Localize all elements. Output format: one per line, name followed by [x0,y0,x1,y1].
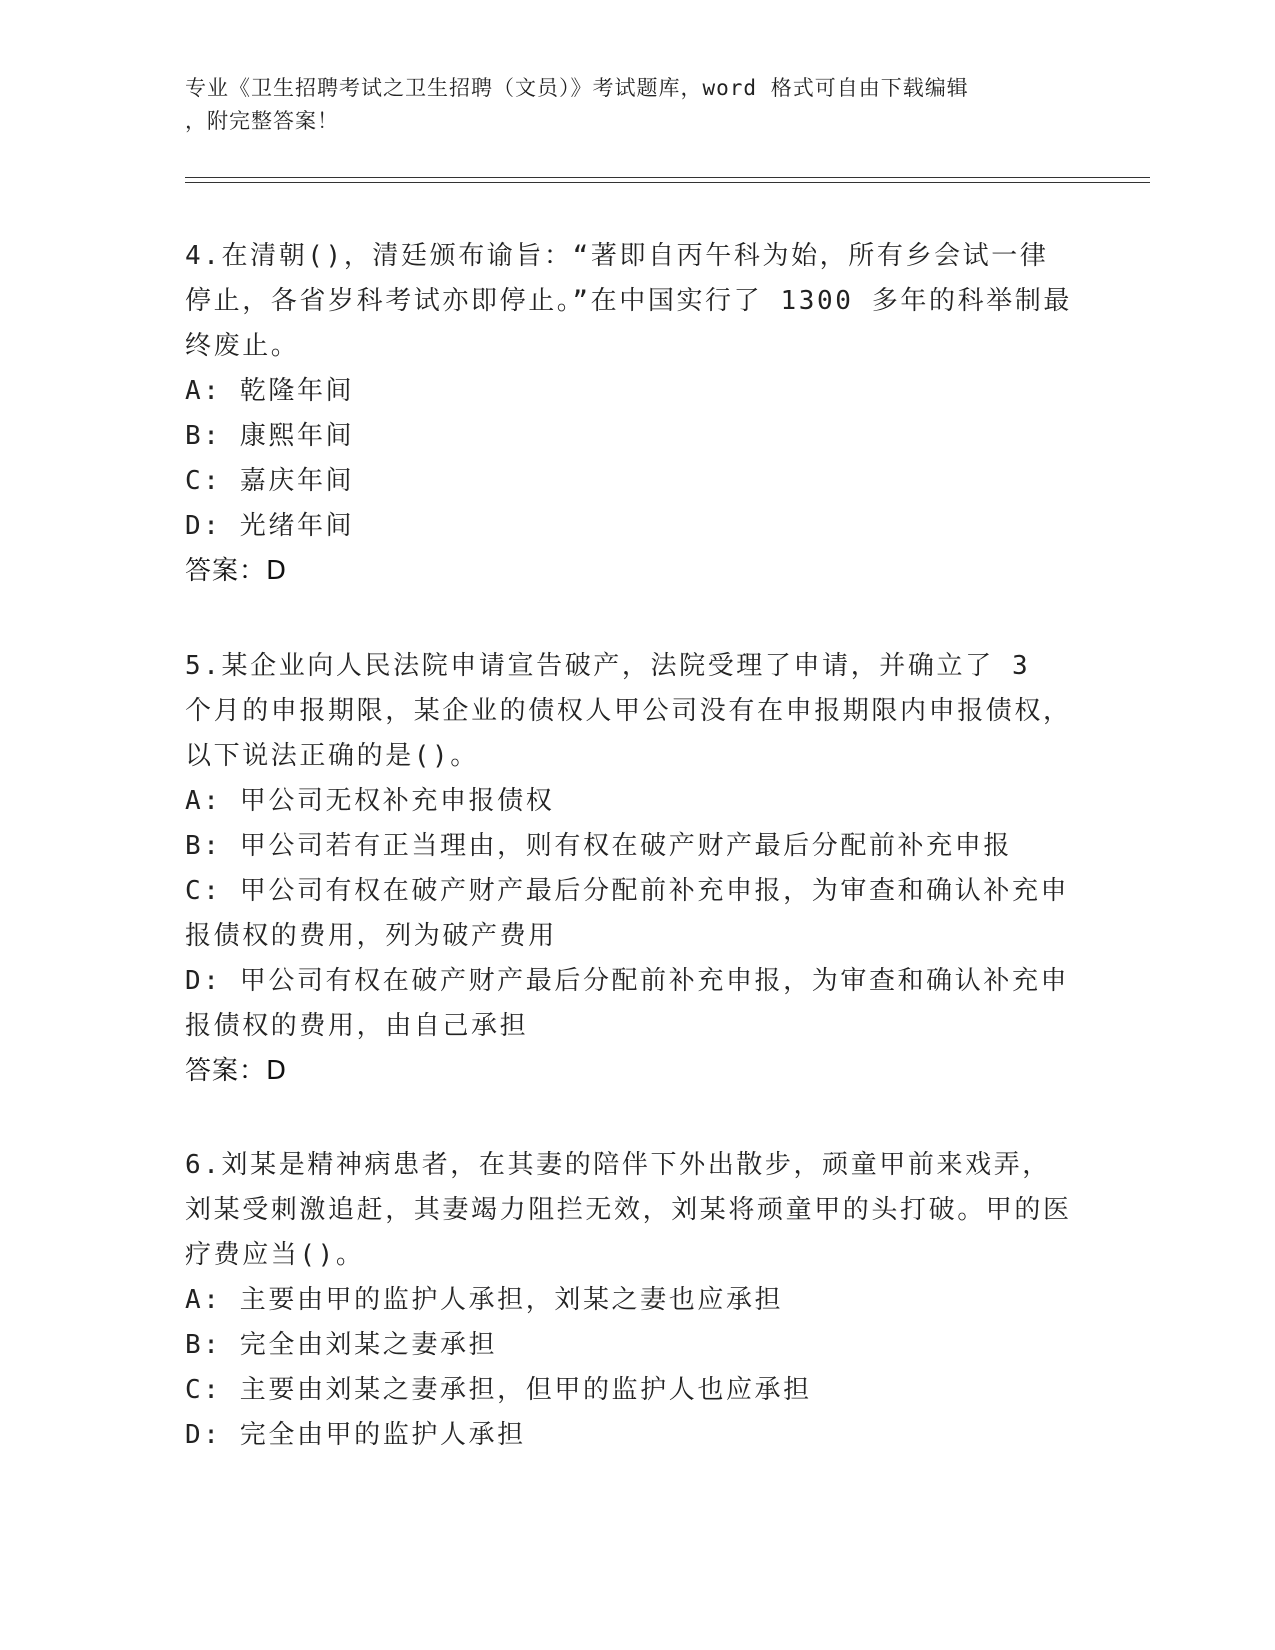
answer-line: 答案：D [185,556,288,586]
option-a: A: 主要由甲的监护人承担，刘某之妻也应承担 [185,1285,784,1315]
question-6 [185,1143,1075,1458]
option-d: D: 完全由甲的监护人承担 [185,1420,526,1450]
option-c: C: 主要由刘某之妻承担，但甲的监护人也应承担 [185,1375,812,1405]
question-4 [185,234,1075,594]
question-stem: 6.刘某是精神病患者，在其妻的陪伴下外出散步，顽童甲前来戏弄，刘某受刺激追赶，其妻竭力阻拦无效，刘某将顽童甲的头打破。甲的医疗费应当()。 [185,1150,1072,1270]
document-header [185,72,1065,138]
question-stem: 4.在清朝()，清廷颁布谕旨：“著即自丙午科为始，所有乡会试一律停止，各省岁科考试亦即停止。”在中国实行了 1300 多年的科举制最终废止。 [185,241,1072,361]
option-d: D: 甲公司有权在破产财产最后分配前补充申报，为审查和确认补充申报债权的费用，由自己承担 [185,966,1070,1041]
header-title-line-2: ，附完整答案！ [185,109,339,133]
header-title-line-1: 专业《卫生招聘考试之卫生招聘（文员）》考试题库，word 格式可自由下载编辑 [185,76,969,100]
option-c: C: 甲公司有权在破产财产最后分配前补充申报，为审查和确认补充申报债权的费用，列为破产费用 [185,876,1070,951]
question-5 [185,644,1075,1094]
option-c: C: 嘉庆年间 [185,466,355,496]
option-a: A: 乾隆年间 [185,376,355,406]
answer-line: 答案：D [185,1056,288,1086]
option-b: B: 甲公司若有正当理由，则有权在破产财产最后分配前补充申报 [185,831,1012,861]
question-stem: 5.某企业向人民法院申请宣告破产，法院受理了申请，并确立了 3 个月的申报期限，某企业的债权人甲公司没有在申报期限内申报债权，以下说法正确的是()。 [185,651,1072,771]
option-d: D: 光绪年间 [185,511,355,541]
header-double-rule [185,177,1150,183]
option-a: A: 甲公司无权补充申报债权 [185,786,555,816]
option-b: B: 完全由刘某之妻承担 [185,1330,498,1360]
option-b: B: 康熙年间 [185,421,355,451]
